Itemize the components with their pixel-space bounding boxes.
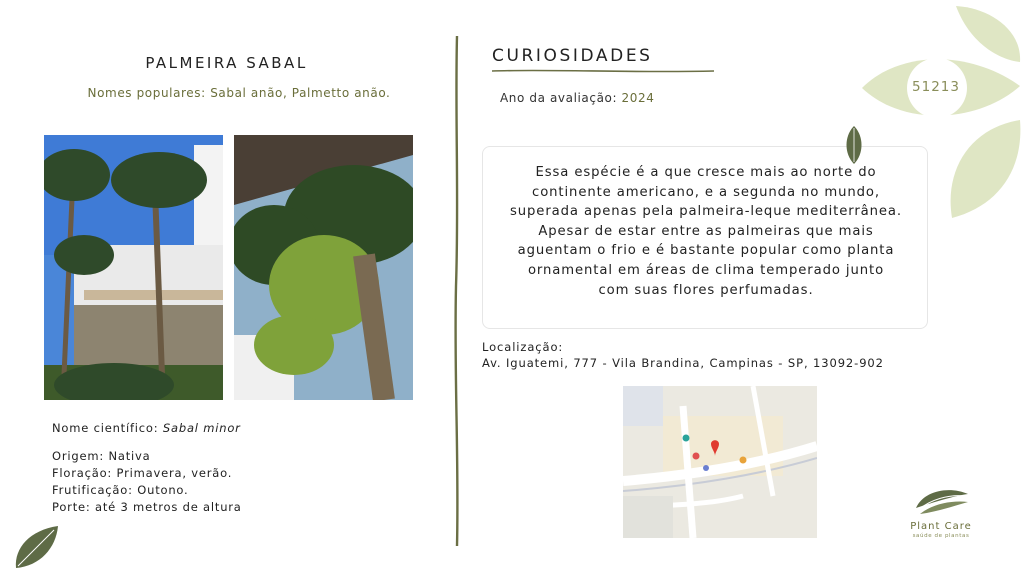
fact-origin: Origem: Nativa — [52, 449, 151, 463]
popular-names-value: Sabal anão, Palmetto anão. — [210, 86, 391, 100]
plant-photo-1 — [44, 135, 223, 400]
plant-title: PALMEIRA SABAL — [145, 54, 308, 72]
fact-flowering: Floração: Primavera, verão. — [52, 466, 233, 480]
year-label: Ano da avaliação: — [500, 91, 618, 105]
scientific-name — [52, 421, 241, 435]
leaf-icon — [12, 524, 60, 570]
curiosity-text: Essa espécie é a que cresce mais ao norte do continente americano, e a segunda no mundo, superada apenas pela palmeira-leque mediterrânea. Apesar de estar entre as palmeiras que mais aguentam o frio e é bastante popular como planta ornamental em áreas de clima temperado junto com suas flores perfumadas. — [510, 165, 902, 298]
curiosities-title: CURIOSIDADES — [492, 46, 653, 66]
fact-size: Porte: até 3 metros de altura — [52, 500, 242, 514]
evaluation-year — [500, 91, 655, 105]
popular-names-label: Nomes populares: — [87, 86, 206, 100]
brand-tagline: saúde de plantas — [912, 533, 970, 539]
location-map[interactable] — [623, 386, 817, 538]
location-address: Av. Iguatemi, 777 - Vila Brandina, Campinas - SP, 13092-902 — [482, 356, 884, 370]
brand-name: Plant Care — [910, 521, 972, 532]
title-underline — [492, 68, 714, 74]
plant-facts — [52, 448, 242, 516]
year-value: 2024 — [621, 91, 655, 105]
column-divider — [452, 36, 462, 546]
plant-photo-2 — [234, 135, 413, 400]
popular-names — [44, 86, 434, 100]
brand-logo-icon — [914, 486, 970, 518]
fact-fruiting: Frutificação: Outono. — [52, 483, 189, 497]
evaluation-id: 51213 — [912, 79, 960, 95]
scientific-name-label: Nome científico: — [52, 421, 159, 435]
leaf-icon — [844, 126, 864, 164]
location-label: Localização: — [482, 340, 564, 354]
scientific-name-value: Sabal minor — [162, 421, 241, 435]
